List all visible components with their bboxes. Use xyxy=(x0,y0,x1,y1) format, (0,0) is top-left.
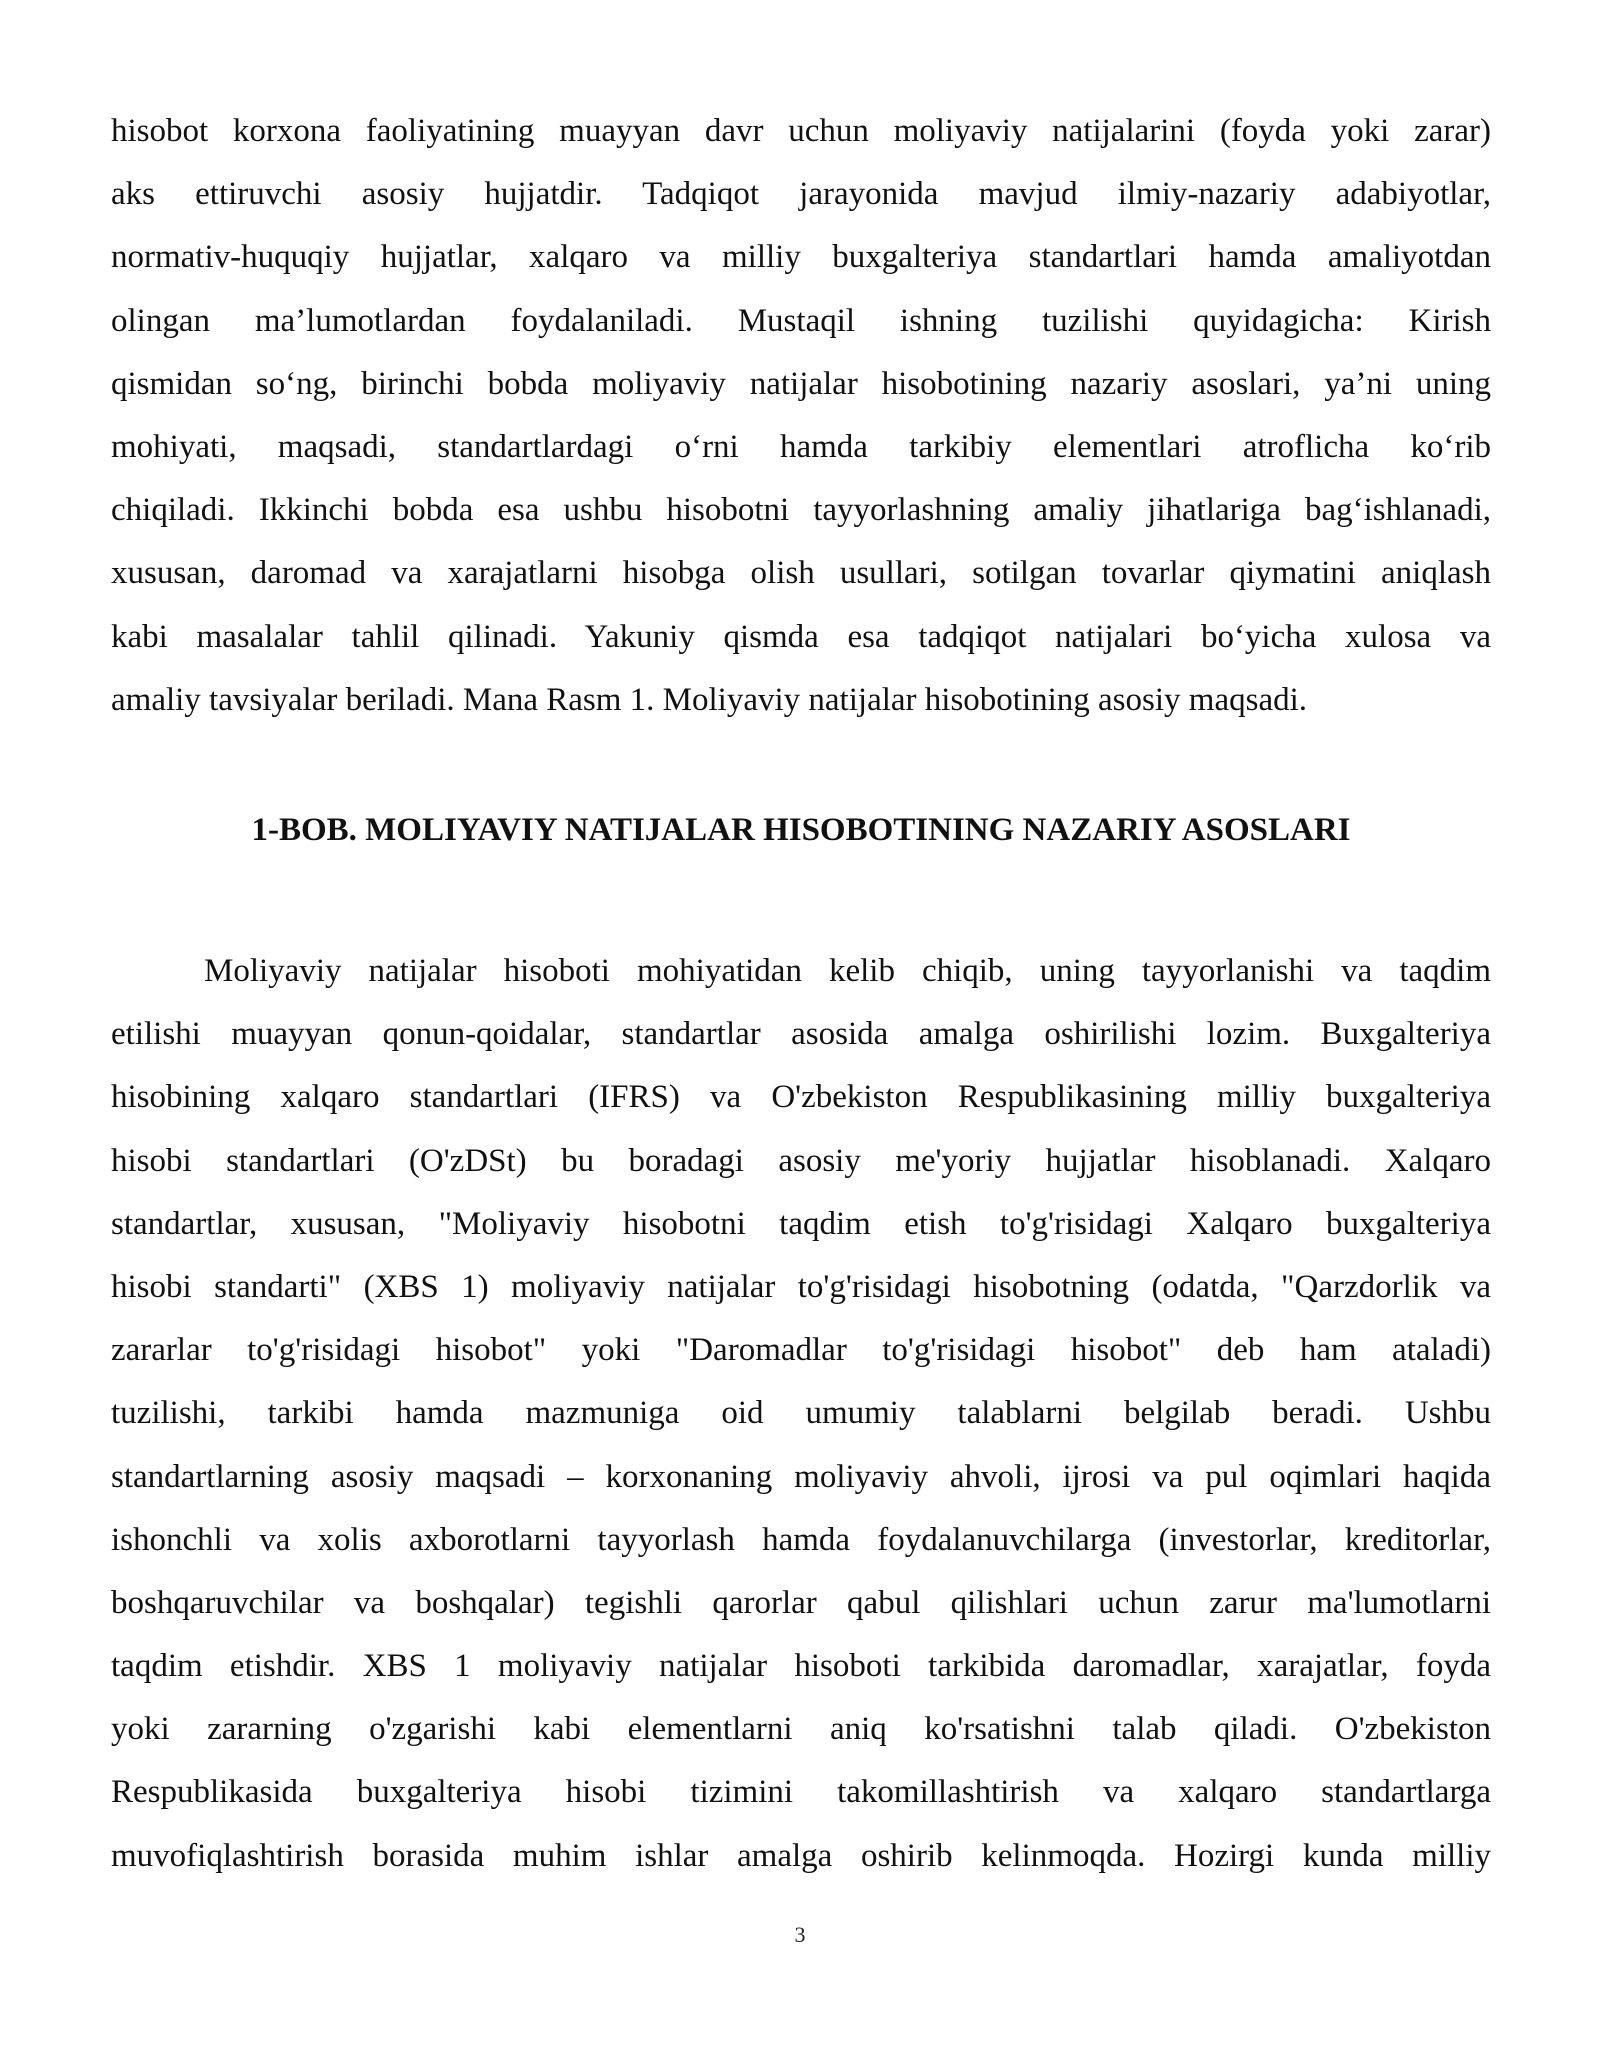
text-line: muvofiqlashtirish borasida muhim ishlar amalga oshirib kelinmoqda. Hozirgi kunda milliy xyxy=(111,1837,1491,1874)
text-line: etilishi muayyan qonun-qoidalar, standartlar asosida amalga oshirilishi lozim. Buxgalteriya xyxy=(111,1016,1491,1053)
page-number: 3 xyxy=(794,1922,806,1947)
text-line: zararlar to'g'risidagi hisobot" yoki "Daromadlar to'g'risidagi hisobot" deb ham ataladi) xyxy=(111,1332,1491,1369)
text-line: qismidan so‘ng, birinchi bobda moliyaviy natijalar hisobotining nazariy asoslari, ya’ni uning xyxy=(111,365,1491,402)
text-line: chiqiladi. Ikkinchi bobda esa ushbu hisobotni tayyorlashning amaliy jihatlariga bag‘ishlanadi, xyxy=(111,492,1491,529)
text-line: olingan ma’lumotlardan foydalaniladi. Mustaqil ishning tuzilishi quyidagicha: Kirish xyxy=(111,302,1491,339)
text-line: hisobot korxona faoliyatining muayyan davr uchun moliyaviy natijalarini (foyda yoki zarar) xyxy=(111,113,1491,149)
text-line: taqdim etishdir. XBS 1 moliyaviy natijalar hisoboti tarkibida daromadlar, xarajatlar, foyda xyxy=(111,1648,1491,1685)
text-line: standartlarning asosiy maqsadi – korxonaning moliyaviy ahvoli, ijrosi va pul oqimlari haqida xyxy=(111,1458,1491,1495)
text-line: tuzilishi, tarkibi hamda mazmuniga oid umumiy talablarni belgilab beradi. Ushbu xyxy=(111,1395,1491,1432)
text-line: ishonchli va xolis axborotlarni tayyorlash hamda foydalanuvchilarga (investorlar, kreditorlar, xyxy=(111,1521,1491,1558)
text-line: aks ettiruvchi asosiy hujjatdir. Tadqiqot jarayonida mavjud ilmiy-nazariy adabiyotlar, xyxy=(111,176,1491,213)
text-line: hisobi standarti" (XBS 1) moliyaviy natijalar to'g'risidagi hisobotning (odatda, "Qarzdorlik va xyxy=(111,1268,1491,1305)
text-line: mohiyati, maqsadi, standartlardagi o‘rni hamda tarkibiy elementlari atroflicha ko‘rib xyxy=(111,428,1491,465)
text-line: standartlar, xususan, "Moliyaviy hisobotni taqdim etish to'g'risidagi Xalqaro buxgalteriya xyxy=(111,1205,1491,1242)
text-line: boshqaruvchilar va boshqalar) tegishli qarorlar qabul qilishlari uchun zarur ma'lumotlarni xyxy=(111,1584,1491,1621)
text-line: xususan, daromad va xarajatlarni hisobga olish usullari, sotilgan tovarlar qiymatini aniqlash xyxy=(111,555,1491,592)
text-line: Moliyaviy natijalar hisoboti mohiyatidan kelib chiqib, uning tayyorlanishi va taqdim xyxy=(204,953,1491,989)
text-line: Respublikasida buxgalteriya hisobi tizimini takomillashtirish va xalqaro standartlarga xyxy=(111,1774,1491,1811)
chapter-heading: 1-BOB. MOLIYAVIY NATIJALAR HISOBOTINING NAZARIY ASOSLARI xyxy=(251,812,1351,848)
text-line: hisobi standartlari (O'zDSt) bu boradagi asosiy me'yoriy hujjatlar hisoblanadi. Xalqaro xyxy=(111,1142,1491,1179)
text-line: hisobining xalqaro standartlari (IFRS) va O'zbekiston Respublikasining milliy buxgalteriya xyxy=(111,1079,1491,1116)
text-line: amaliy tavsiyalar beriladi. Mana Rasm 1. Moliyaviy natijalar hisobotining asosiy maqsadi. xyxy=(111,681,1308,718)
text-line: normativ-huquqiy hujjatlar, xalqaro va milliy buxgalteriya standartlari hamda amaliyotdan xyxy=(111,239,1491,276)
paragraph-standards xyxy=(111,940,1491,1888)
paragraph-intro-structure xyxy=(111,100,1491,732)
text-line: kabi masalalar tahlil qilinadi. Yakuniy qismda esa tadqiqot natijalari bo‘yicha xulosa va xyxy=(111,618,1491,655)
text-line: yoki zararning o'zgarishi kabi elementlarni aniq ko'rsatishni talab qiladi. O'zbekiston xyxy=(111,1711,1491,1748)
